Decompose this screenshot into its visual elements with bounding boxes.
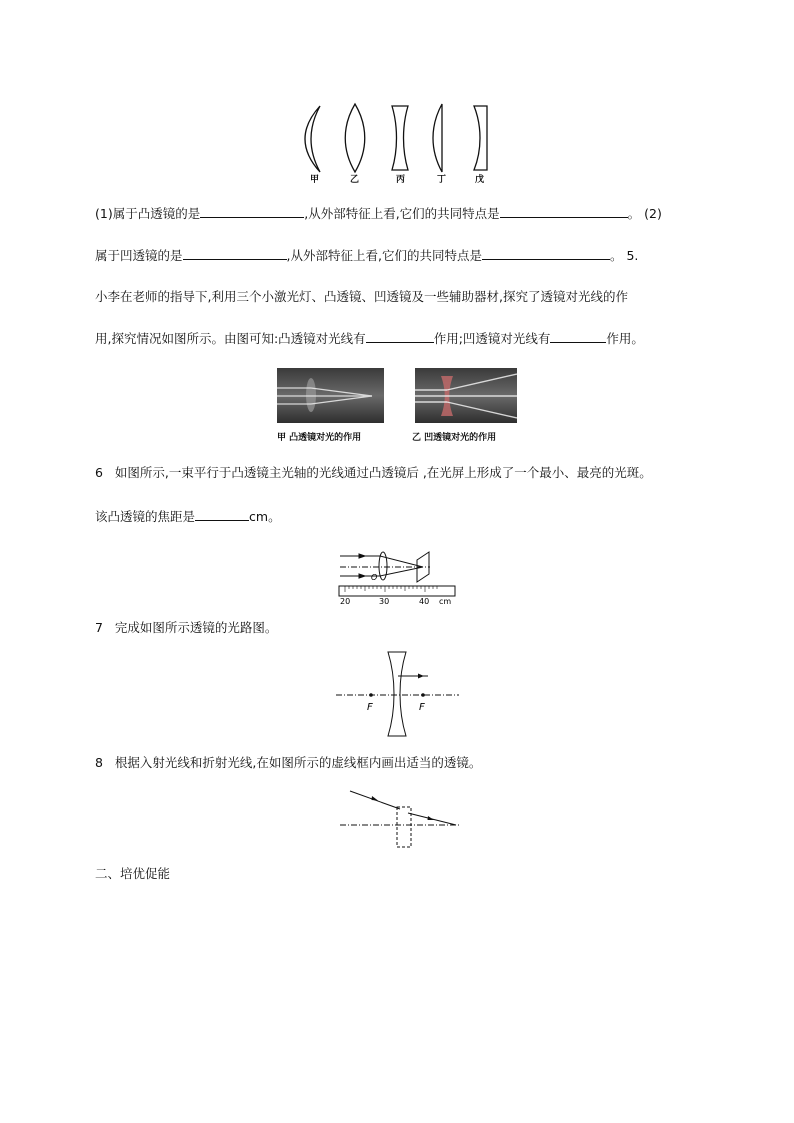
ruler-ticks [345, 586, 437, 592]
lens-label-yi: 乙 [350, 175, 360, 185]
lens-label-jia: 甲 [310, 175, 320, 185]
q6-line-1: 6 如图所示,一束平行于凸透镜主光轴的光线通过凸透镜后 ,在光屏上形成了一个最小、最亮的光斑。 [95, 465, 652, 480]
q5-concave-effect-blank[interactable] [550, 330, 606, 343]
q8-number: 8 [95, 755, 103, 770]
ruler-unit-label: cm [439, 597, 452, 606]
q4-line-2: 属于凹透镜的是 ,从外部特征上看,它们的共同特点是 。 5. [95, 248, 639, 263]
focus-label-right: F [419, 702, 425, 713]
focus-label-left: F [367, 702, 373, 713]
q5-convex-effect-blank[interactable] [366, 330, 434, 343]
q4-convex-feature-blank[interactable] [500, 205, 628, 218]
q7-line: 7 完成如图所示透镜的光路图。 [95, 620, 278, 635]
q8-line: 8 根据入射光线和折射光线,在如图所示的虚线框内画出适当的透镜。 [95, 755, 482, 770]
q7-number: 7 [95, 620, 103, 635]
q6-line-2: 该凸透镜的焦距是 cm。 [95, 509, 281, 524]
lens-wu [474, 106, 487, 170]
concave-lens-photo [415, 368, 517, 423]
section-2-title: 二、培优促能 [95, 866, 171, 881]
lens-shapes-figure [290, 98, 500, 190]
ruler-label-40: 40 [419, 597, 430, 606]
focal-length-ruler-figure [335, 548, 460, 610]
lens-label-bing: 丙 [396, 175, 406, 185]
q4-concave-answer-blank[interactable] [183, 247, 287, 260]
q5-line-1: 小李在老师的指导下,利用三个小激光灯、凸透镜、凹透镜及一些辅助器材,探究了透镜对光线的作 [95, 289, 628, 304]
lens-bing [392, 106, 408, 170]
concave-lens-ray-diagram [336, 648, 461, 744]
q4-convex-answer-blank[interactable] [200, 205, 304, 218]
q4-line-1: (1)属于凸透镜的是 ,从外部特征上看,它们的共同特点是 。 (2) [95, 206, 662, 221]
lens-yi [345, 104, 365, 172]
concave-photo-caption: 乙 凹透镜对光的作用 [412, 433, 497, 443]
lens-jia [305, 106, 320, 172]
q4-concave-feature-blank[interactable] [482, 247, 610, 260]
lens-box-ray-diagram [338, 785, 462, 851]
ruler-label-30: 30 [379, 597, 390, 606]
lens-center-label: O [371, 573, 378, 582]
q5-line-2: 用,探究情况如图所示。由图可知:凸透镜对光线有 作用;凹透镜对光线有 作用。 [95, 331, 644, 346]
convex-photo-caption: 甲 凸透镜对光的作用 [277, 433, 362, 443]
lens-label-wu: 戊 [475, 175, 485, 185]
ruler-label-20: 20 [340, 597, 351, 606]
convex-lens-photo [277, 368, 384, 423]
q6-focal-length-blank[interactable] [195, 508, 249, 521]
lens-ding [433, 104, 442, 172]
q6-number: 6 [95, 465, 103, 480]
lens-label-ding: 丁 [437, 175, 447, 185]
